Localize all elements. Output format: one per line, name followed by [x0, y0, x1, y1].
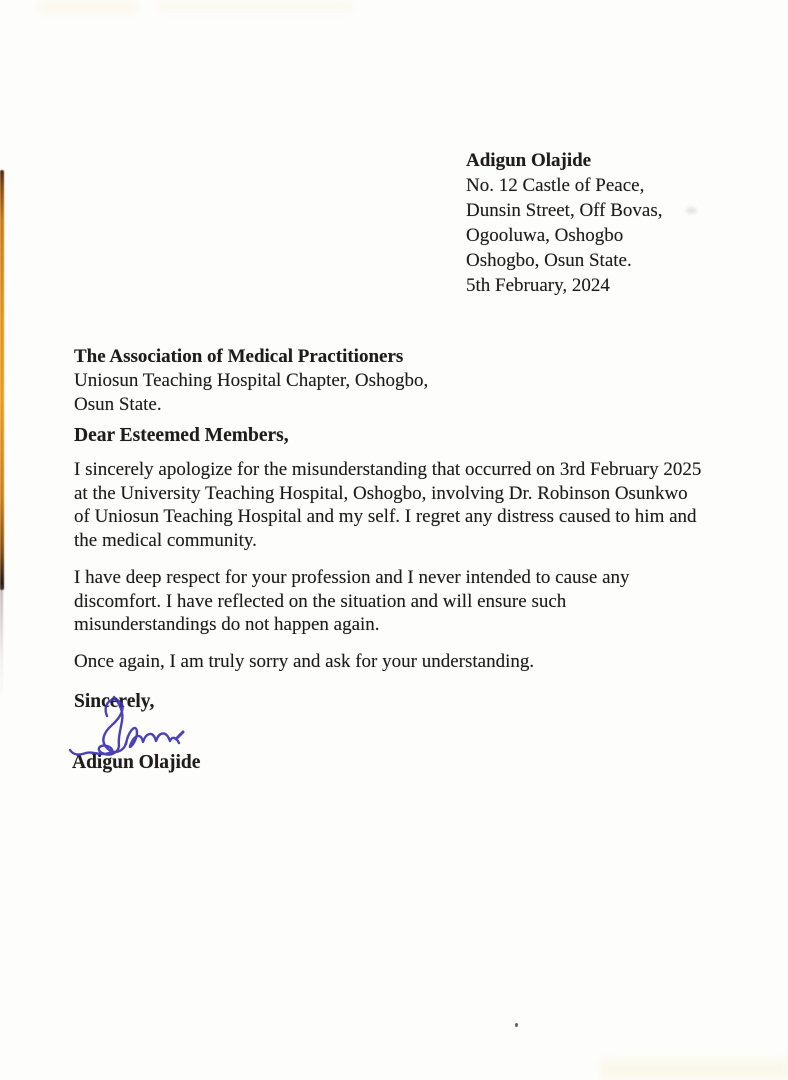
scan-artifact-top-tint: [158, 0, 353, 12]
signature: [62, 694, 252, 774]
recipient-name: The Association of Medical Practitioners: [74, 346, 404, 367]
sender-block: [466, 148, 663, 298]
paragraph-line: the medical community.: [74, 529, 257, 551]
sender-name: Adigun Olajide: [466, 150, 592, 171]
paragraph-line: Once again, I am truly sorry and ask for your understanding.: [74, 651, 535, 672]
paragraph-line: I have deep respect for your profession and I never intended to cause any: [74, 567, 630, 588]
paragraph-line: discomfort. I have reflected on the situation and will ensure such: [74, 590, 567, 612]
recipient-address-line: Osun State.: [74, 394, 162, 415]
sender-date: 5th February, 2024: [466, 275, 610, 296]
scan-artifact-bottom-tint: [600, 1058, 788, 1080]
scan-artifact-top-tint: [38, 0, 138, 14]
body-paragraph: [74, 566, 754, 637]
body-paragraph: [74, 650, 754, 674]
sender-address-line: Oshogbo, Osun State.: [466, 250, 632, 271]
sender-address-line: Ogooluwa, Oshogbo: [466, 225, 624, 246]
paragraph-line: of Uniosun Teaching Hospital and my self. I regret any distress caused to him and: [74, 506, 697, 527]
sender-address-line: No. 12 Castle of Peace,: [466, 175, 645, 196]
body-paragraph: [74, 458, 754, 552]
scan-artifact-left-shadow: [0, 585, 3, 700]
recipient-address-line: Uniosun Teaching Hospital Chapter, Oshogbo,: [74, 370, 429, 391]
scan-artifact-left-stripe: [0, 170, 4, 590]
salutation: Dear Esteemed Members,: [74, 425, 289, 446]
scan-artifact-smudge: [686, 207, 697, 214]
sender-address-line: Dunsin Street, Off Bovas,: [466, 200, 663, 221]
paragraph-line: at the University Teaching Hospital, Oshogbo, involving Dr. Robinson Osunkwo: [74, 482, 688, 504]
closing: Sincerely,: [74, 691, 155, 712]
recipient-block: [74, 345, 428, 417]
scan-artifact-speck: [515, 1023, 518, 1027]
signed-name: Adigun Olajide: [72, 752, 201, 773]
paragraph-line: I sincerely apologize for the misunderstanding that occurred on 3rd February 2025: [74, 459, 702, 480]
paragraph-line: misunderstandings do not happen again.: [74, 614, 380, 635]
